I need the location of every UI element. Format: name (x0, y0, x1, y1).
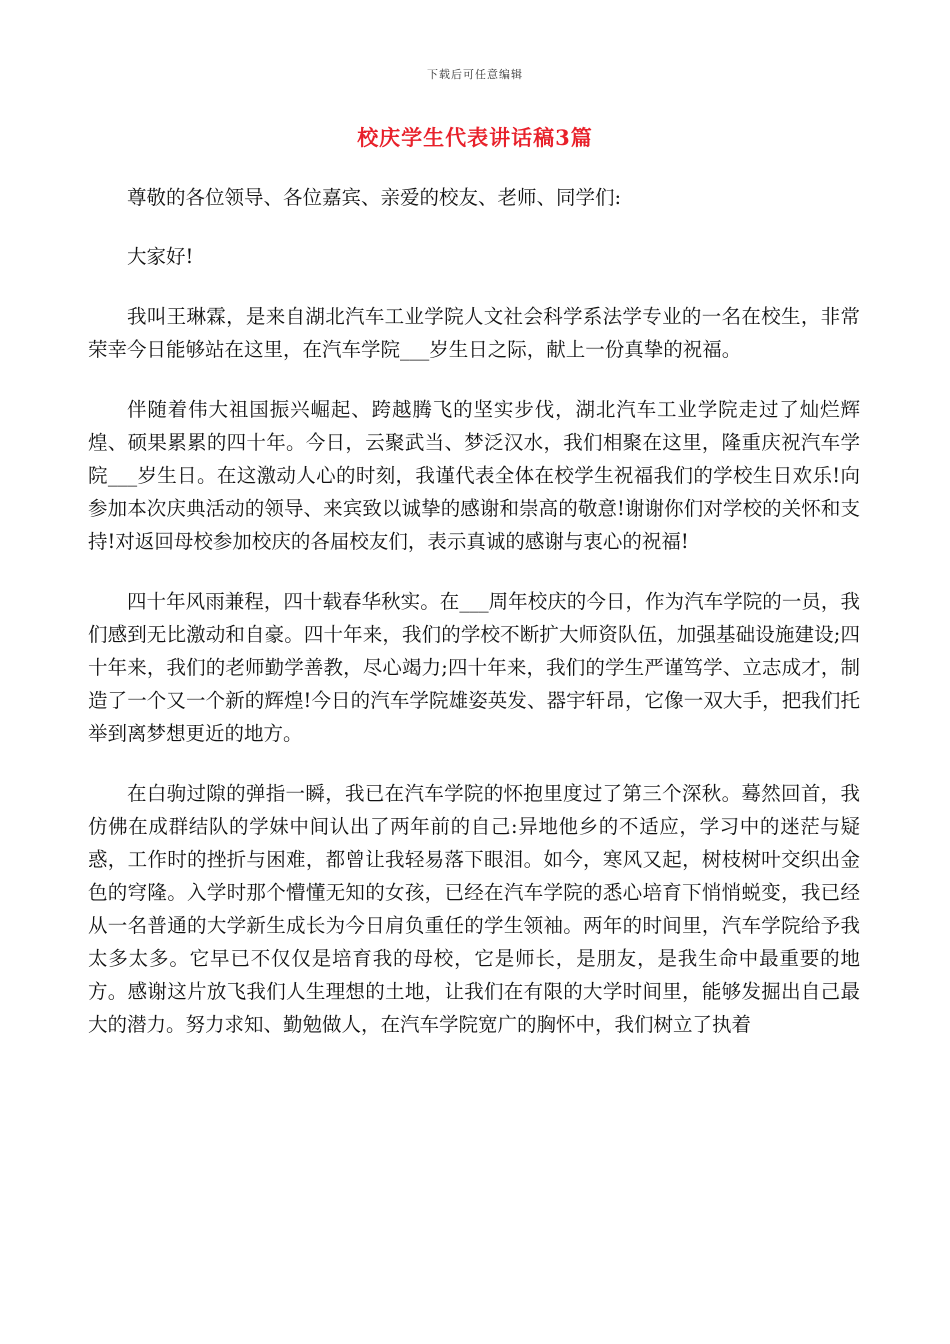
body-paragraph: 伴随着伟大祖国振兴崛起、跨越腾飞的坚实步伐，湖北汽车工业学院走过了灿烂辉煌、硕果累累的四十年。今日，云聚武当、梦泛汉水，我们相聚在这里，隆重庆祝汽车学院___岁生日。在这激动人心的时刻，我谨代表全体在校学生祝福我们的学校生日欢乐!向参加本次庆典活动的领导、来宾致以诚挚的感谢和崇高的敬意!谢谢你们对学校的关怀和支持!对返回母校参加校庆的各届校友们，表示真诚的感谢与衷心的祝福! (88, 398, 860, 553)
body-paragraph: 四十年风雨兼程，四十载春华秋实。在___周年校庆的今日，作为汽车学院的一员，我们感到无比激动和自豪。四十年来，我们的学校不断扩大师资队伍，加强基础设施建设;四十年来，我们的老师勤学善教，尽心竭力;四十年来，我们的学生严谨笃学、立志成才，制造了一个又一个新的辉煌!今日的汽车学院雄姿英发、器宇轩昂，它像一双大手，把我们托举到离梦想更近的地方。 (88, 590, 860, 745)
document-body (88, 181, 860, 1068)
body-paragraph: 在白驹过隙的弹指一瞬，我已在汽车学院的怀抱里度过了第三个深秋。蓦然回首，我仿佛在成群结队的学妹中间认出了两年前的自己:异地他乡的不适应，学习中的迷茫与疑惑，工作时的挫折与困难，都曾让我轻易落下眼泪。如今，寒风又起，树枝树叶交织出金色的穹隆。入学时那个懵懂无知的女孩，已经在汽车学院的悉心培育下悄悄蜕变，我已经从一名普通的大学新生成长为今日肩负重任的学生领袖。两年的时间里，汽车学院给予我太多太多。它早已不仅仅是培育我的母校，它是师长，是朋友，是我生命中最重要的地方。感谢这片放飞我们人生理想的土地，让我们在有限的大学时间里，能够发掘出自己最大的潜力。努力求知、勤勉做人，在汽车学院宽广的胸怀中，我们树立了执着 (88, 782, 860, 1036)
header-note: 下载后可任意编辑 (427, 68, 523, 81)
body-paragraph: 我叫王琳霖，是来自湖北汽车工业学院人文社会科学系法学专业的一名在校生，非常荣幸今日能够站在这里，在汽车学院___岁生日之际，献上一份真挚的祝福。 (88, 305, 860, 361)
document-title: 校庆学生代表讲话稿3篇 (357, 125, 593, 150)
salutation-paragraph: 尊敬的各位领导、各位嘉宾、亲爱的校友、老师、同学们: (127, 186, 622, 209)
greeting-paragraph: 大家好! (127, 245, 194, 268)
